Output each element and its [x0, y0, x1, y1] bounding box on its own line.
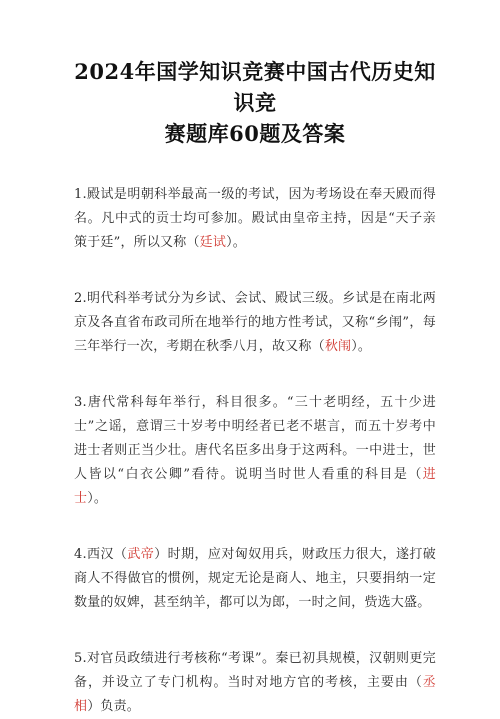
question-2 — [74, 287, 436, 359]
question-text-end: ）。 — [87, 491, 108, 506]
question-text: 3.唐代常科每年举行，科目很多。“三十老明经，五十少进士”之谣，意谓三十岁考中明经者已老不堪言，而五十岁考中进士者则正当少壮。唐代名臣多出身于这两科。一中进士，世人皆以“白衣公卿”看待。说明当时世人看重的科目是（ — [74, 395, 436, 482]
document-title — [74, 56, 436, 149]
question-5 — [74, 647, 436, 719]
question-3 — [74, 391, 436, 511]
question-text: 2.明代科举考试分为乡试、会试、殿试三级。乡试是在南北两京及各直省布政司所在地举行的地方性考试，又称“乡闱”，每三年举行一次，考期在秋季八月，故又称（ — [74, 291, 436, 354]
question-text: 1.殿试是明朝科举最高一级的考试，因为考场设在奉天殿而得名。凡中式的贡士均可参加。殿试由皇帝主持，因是“天子亲策于廷”，所以又称（ — [74, 187, 436, 250]
question-text-end: ）时期，应对匈奴用兵，财政压力很大，遂打破商人不得做官的惯例，规定无论是商人、地主，只要捐纳一定数量的奴婢，甚至纳羊，都可以为郎，一时之间，赀选大盛。 — [74, 547, 437, 610]
answer-text: 秋闱 — [324, 339, 352, 354]
answer-text: 廷试 — [199, 235, 227, 250]
title-line-1: 2024年国学知识竞赛中国古代历史知识竞 — [74, 59, 436, 115]
question-4 — [74, 543, 436, 615]
question-text-end: ）负责。 — [87, 699, 141, 714]
question-text-end: ）。 — [351, 339, 372, 354]
question-text: 4.西汉（ — [74, 547, 128, 562]
answer-text: 进士 — [74, 467, 436, 506]
question-1 — [74, 183, 436, 255]
question-text: 5.对官员政绩进行考核称“考课”。秦已初具规模，汉朝则更完备，并设立了专门机构。当时对地方官的考核，主要由（ — [74, 651, 436, 690]
question-text-end: ）。 — [226, 235, 246, 250]
answer-text: 丞相 — [74, 675, 436, 714]
title-line-2: 赛题库60题及答案 — [164, 121, 346, 146]
answer-text: 武帝 — [127, 547, 155, 562]
